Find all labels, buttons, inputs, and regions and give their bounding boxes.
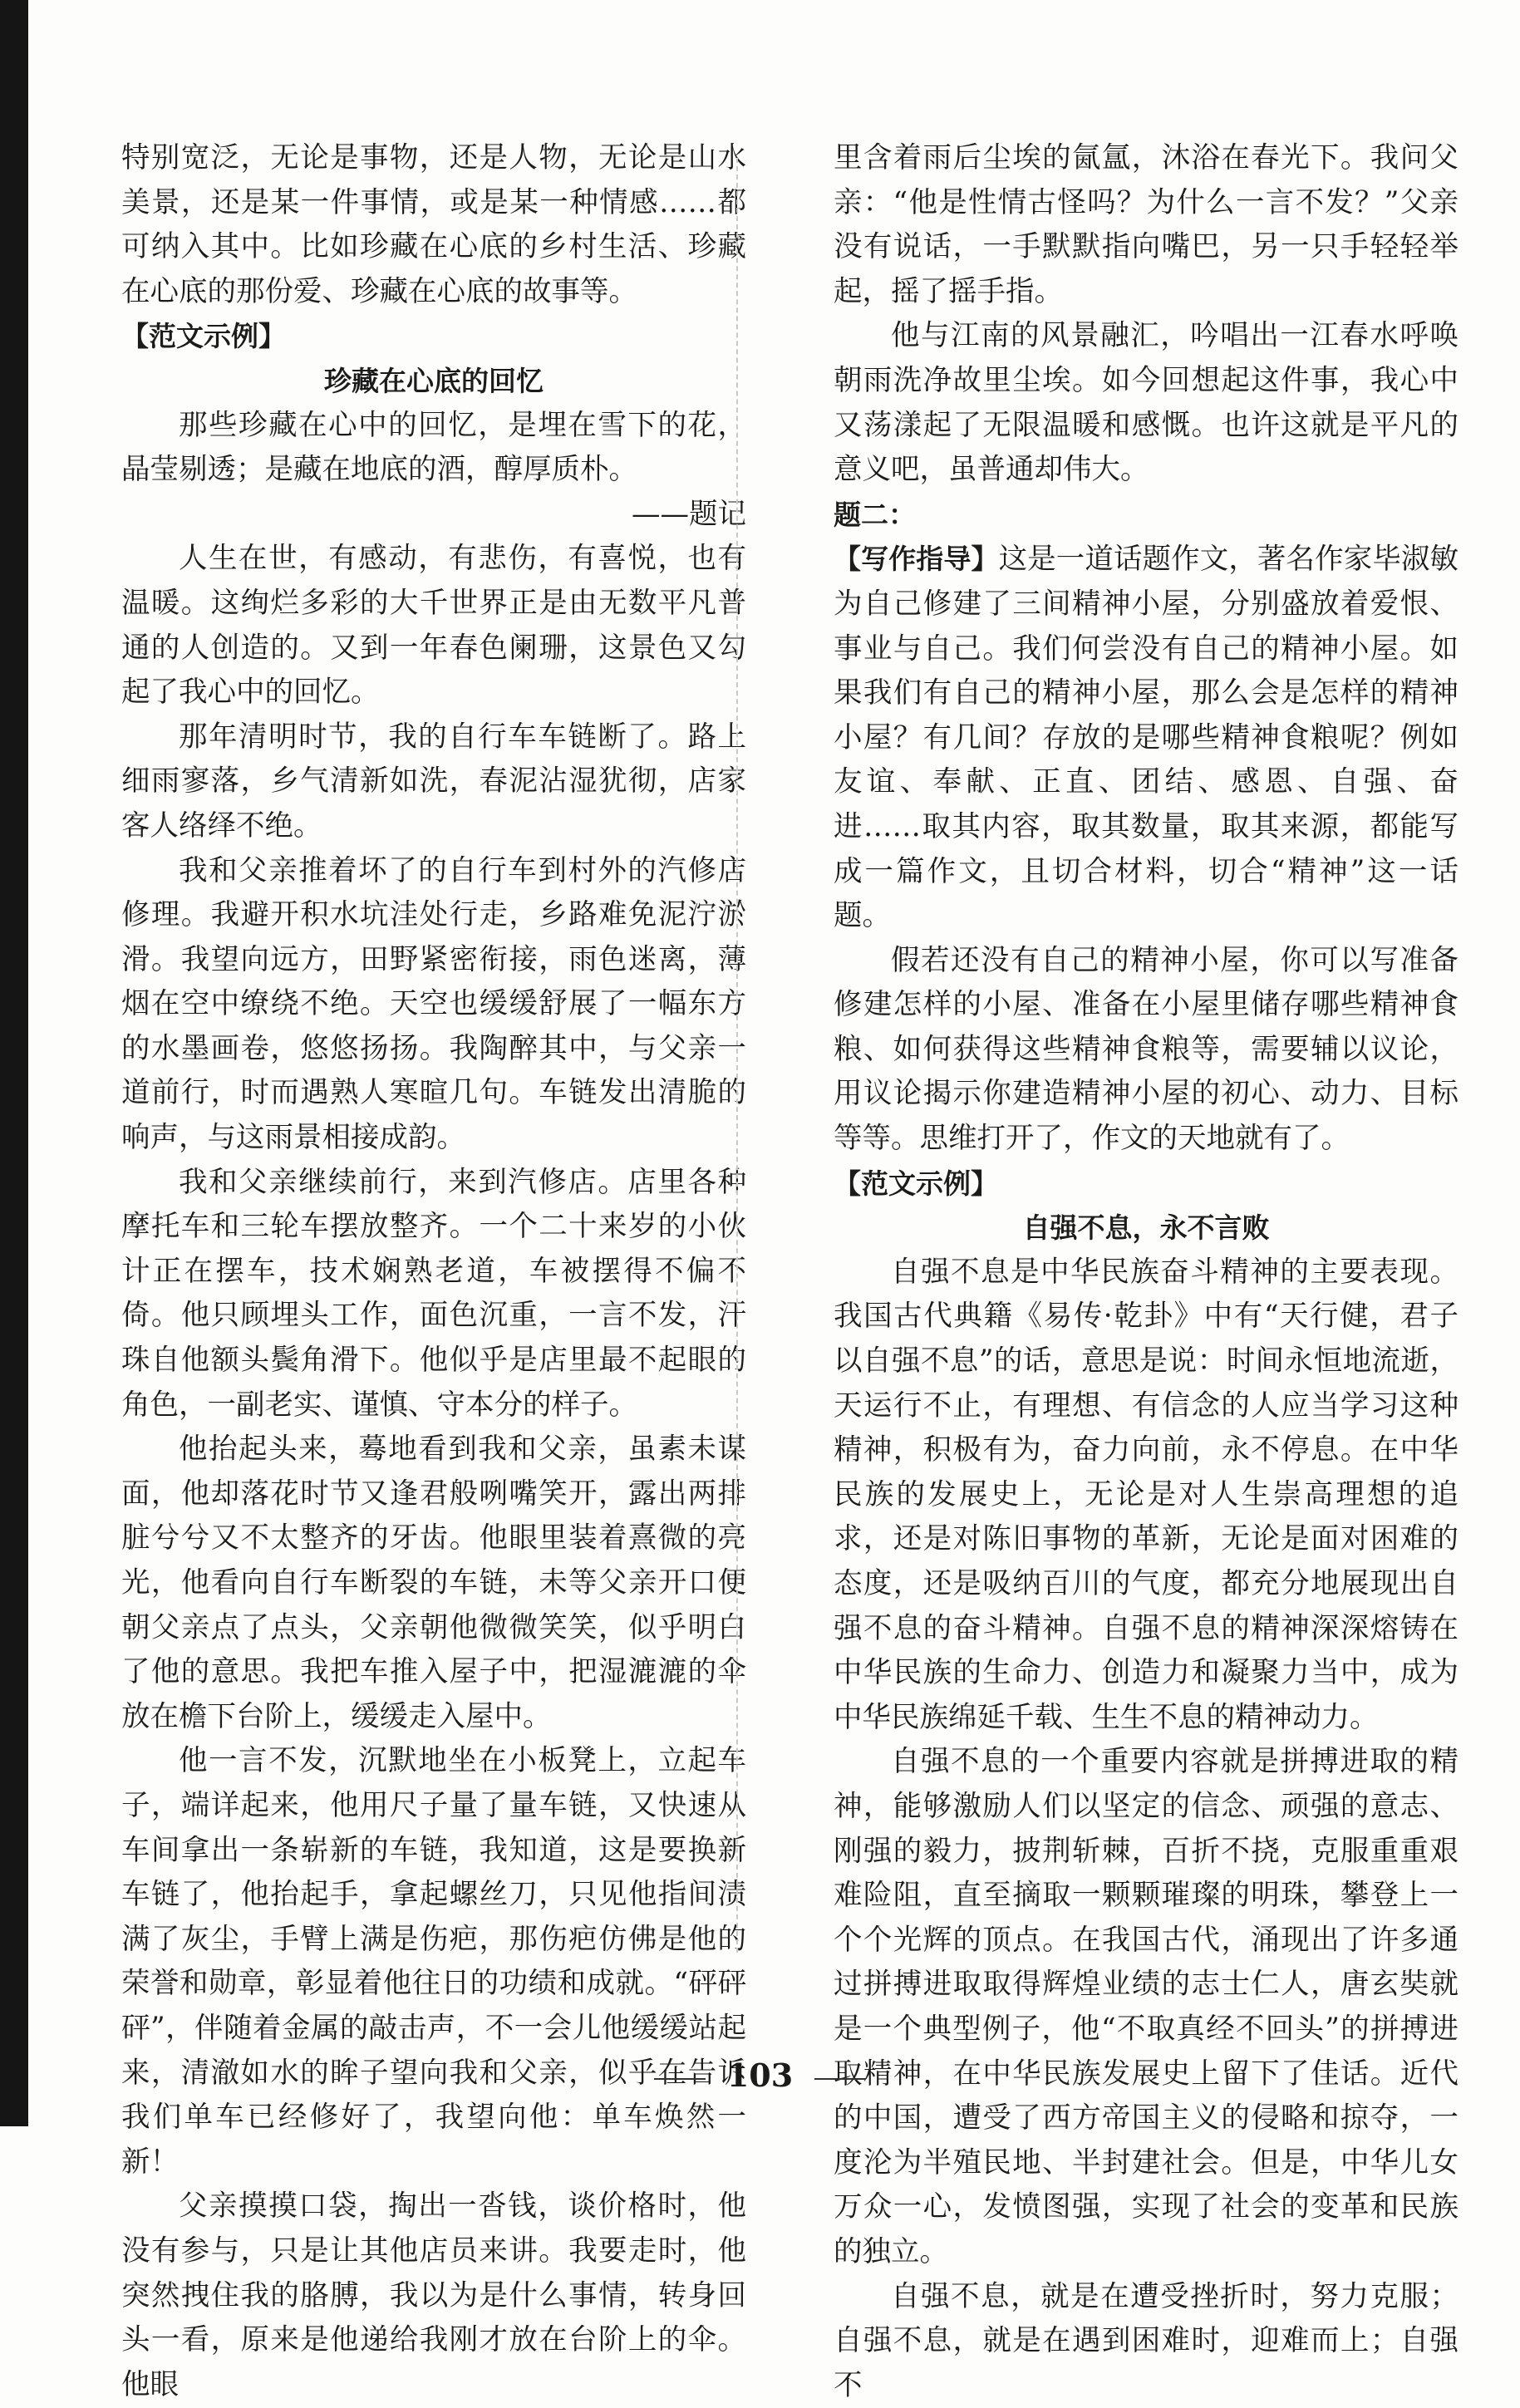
essay-paragraph: 我和父亲继续前行，来到汽修店。店里各种摩托车和三轮车摆放整齐。一个二十来岁的小伙计正在摆车，技术娴熟老道，车被摆得不偏不倚。他只顾埋头工作，面色沉重，一言不发，汗珠自他额头鬓角滑下。他似乎是店里最不起眼的角色，一副老实、谨慎、守本分的样子。 (121, 1161, 746, 1428)
essay-paragraph: 自强不息，就是在遭受挫折时，努力克服；自强不息，就是在遇到困难时，迎难而上；自强不 (834, 2275, 1459, 2408)
essay-paragraph: 自强不息的一个重要内容就是拼搏进取的精神，能够激励人们以坚定的信念、顽强的意志、刚强的毅力，披荆斩棘，百折不挠，克服重重艰难险阻，直至摘取一颗颗璀璨的明珠，攀登上一个个光辉的顶点。在我国古代，涌现出了许多通过拼搏进取取得辉煌业绩的志士仁人，唐玄奘就是一个典型例子，他“不取真经不回头”的拼搏进取精神，在中华民族发展史上留下了佳话。近代的中国，遭受了西方帝国主义的侵略和掠夺，一度沦为半殖民地、半封建社会。但是，中华儿女万众一心，发愤图强，实现了社会的变革和民族的独立。 (834, 1740, 1459, 2274)
essay-paragraph: 自强不息是中华民族奋斗精神的主要表现。我国古代典籍《易传·乾卦》中有“天行健，君子以自强不息”的话，意思是说：时间永恒地流逝，天运行不止，有理想、有信念的人应当学习这种精神，积极有为，奋力向前，永不停息。在中华民族的发展史上，无论是对人生崇高理想的追求，还是对陈旧事物的革新，无论是面对困难的态度，还是吸纳百川的气度，都充分地展现出自强不息的奋斗精神。自强不息的精神深深熔铸在中华民族的生命力、创造力和凝聚力当中，成为中华民族绵延千载、生生不息的精神动力。 (834, 1251, 1459, 1741)
epigraph: 那些珍藏在心中的回忆，是埋在雪下的花，晶莹剔透；是藏在地底的酒，醇厚质朴。 (121, 404, 746, 493)
writing-guide-label: 【写作指导】 (834, 543, 999, 575)
essay-paragraph: 父亲摸摸口袋，掏出一沓钱，谈价格时，他没有参与，只是让其他店员来讲。我要走时，他突然拽住我的胳膊，我以为是什么事情，转身回头一看，原来是他递给我刚才放在台阶上的伞。他眼 (121, 2184, 746, 2407)
writing-guide (834, 537, 1459, 938)
essay-title: 自强不息，永不言败 (834, 1206, 1459, 1251)
example-label: 【范文示例】 (834, 1162, 1459, 1206)
essay-paragraph: 我和父亲推着坏了的自行车到村外的汽修店修理。我避开积水坑洼处行走，乡路难免泥泞淤滑。我望向远方，田野紧密衔接，雨色迷离，薄烟在空中缭绕不绝。天空也缓缓舒展了一幅东方的水墨画卷，悠悠扬扬。我陶醉其中，与父亲一道前行，时而遇熟人寒暄几句。车链发出清脆的响声，与这雨景相接成韵。 (121, 849, 746, 1161)
essay-paragraph: 里含着雨后尘埃的氤氲，沐浴在春光下。我问父亲：“他是性情古怪吗？为什么一言不发？”父亲没有说话，一手默默指向嘴巴，另一只手轻轻举起，摇了摇手指。 (834, 136, 1459, 314)
essay-title: 珍藏在心底的回忆 (121, 359, 746, 404)
essay-paragraph: 那年清明时节，我的自行车车链断了。路上细雨寥落，乡气清新如洗，春泥沾湿犹彻，店家客人络绎不绝。 (121, 715, 746, 849)
intro-paragraph: 特别宽泛，无论是事物，还是人物，无论是山水美景，还是某一件事情，或是某一种情感……都可纳入其中。比如珍藏在心底的乡村生活、珍藏在心底的那份爱、珍藏在心底的故事等。 (121, 136, 746, 314)
epigraph-sign: ——题记 (121, 493, 746, 538)
writing-guide-text-2: 假若还没有自己的精神小屋，你可以写准备修建怎样的小屋、准备在小屋里储存哪些精神食粮、如何获得这些精神食粮等，需要辅以议论，用议论揭示你建造精神小屋的初心、动力、目标等等。思维打开了，作文的天地就有了。 (834, 939, 1459, 1162)
footer-rule-left (654, 2078, 706, 2080)
essay-paragraph: 他一言不发，沉默地坐在小板凳上，立起车子，端详起来，他用尺子量了量车链，又快速从车间拿出一条崭新的车链，我知道，这是要换新车链了，他抬起手，拿起螺丝刀，只见他指间渍满了灰尘，手臂上满是伤疤，那伤疤仿佛是他的荣誉和勋章，彰显着他往日的功绩和成就。“砰砰砰”，伴随着金属的敲击声，不一会儿他缓缓站起来，清澈如水的眸子望向我和父亲，似乎在告诉我们单车已经修好了，我望向他：单车焕然一新！ (121, 1739, 746, 2184)
example-label: 【范文示例】 (121, 314, 746, 359)
essay-paragraph: 他抬起头来，蓦地看到我和父亲，虽素未谋面，他却落花时节又逢君般咧嘴笑开，露出两排脏兮兮又不太整齐的牙齿。他眼里装着熹微的亮光，他看向自行车断裂的车链，未等父亲开口便朝父亲点了点头，父亲朝他微微笑笑，似乎明白了他的意思。我把车推入屋子中，把湿漉漉的伞放在檐下台阶上，缓缓走入屋中。 (121, 1428, 746, 1739)
essay-paragraph: 他与江南的风景融汇，吟唱出一江春水呼唤朝雨洗净故里尘埃。如今回想起这件事，我心中又荡漾起了无限温暖和感慨。也许这就是平凡的意义吧，虽普通却伟大。 (834, 314, 1459, 492)
question-two-label: 题二： (834, 493, 1459, 538)
book-spine-shadow (0, 0, 28, 2126)
footer-rule-right (814, 2078, 866, 2080)
page-footer (0, 2057, 1520, 2094)
writing-guide-text: 这是一道话题作文，著名作家毕淑敏为自己修建了三间精神小屋，分别盛放着爱恨、事业与自己。我们何尝没有自己的精神小屋。如果我们有自己的精神小屋，那么会是怎样的精神小屋？有几间？存放的是哪些精神食粮呢？例如友谊、奉献、正直、团结、感恩、自强、奋进……取其内容，取其数量，取其来源，都能写成一篇作文，且切合材料，切合“精神”这一话题。 (834, 543, 1459, 932)
column-divider (736, 158, 738, 1953)
essay-paragraph: 人生在世，有感动，有悲伤，有喜悦，也有温暖。这绚烂多彩的大千世界正是由无数平凡普通的人创造的。又到一年春色阑珊，这景色又勾起了我心中的回忆。 (121, 537, 746, 715)
page-number: 103 (727, 2057, 793, 2094)
